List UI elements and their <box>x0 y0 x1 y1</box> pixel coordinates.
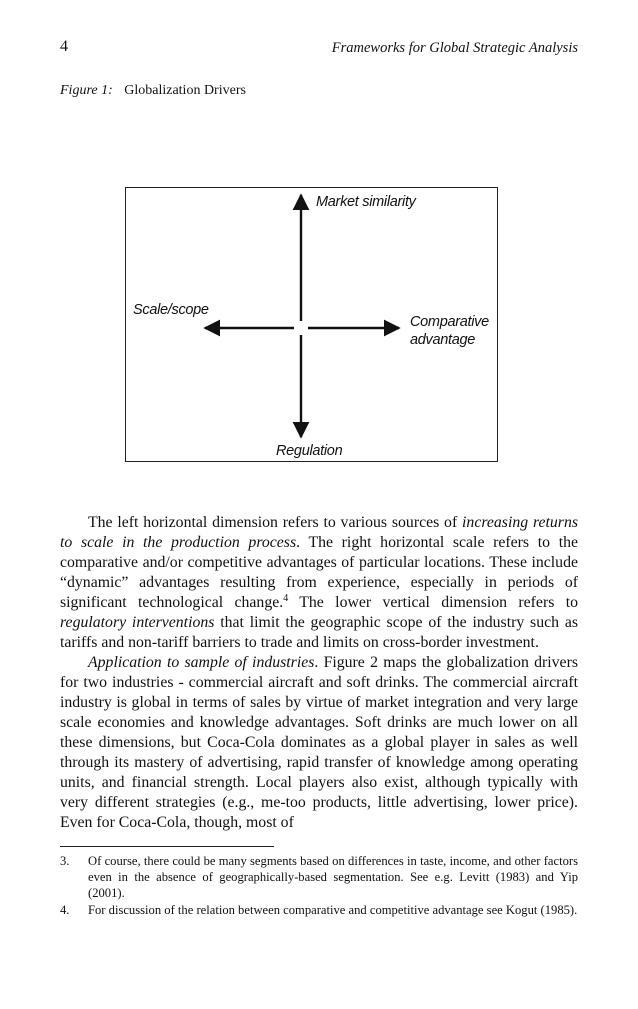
body-text <box>60 513 578 833</box>
paragraph-2: Application to sample of industries. Figure 2 maps the globalization drivers for two industries - commercial aircraft and soft drinks. The commercial aircraft industry is global in terms of sales by virtue of market integration and very large scale economies and knowledge advantages. Soft drinks are much lower on all these dimensions, but Coca-Cola dominates as a global player in sales as well through its mastery of advertising, rapid transfer of knowledge among operating units, and financial strength. Local players also exist, although typically with very different strategies (e.g., me-too products, little advertising, lower price). Even for Coca-Cola, though, most of <box>60 654 578 831</box>
footnote-ref-4[interactable]: 4 <box>283 593 289 604</box>
footnotes <box>60 853 578 919</box>
label-advantage: advantage <box>410 332 476 348</box>
figure-label: Figure 1: <box>60 83 113 98</box>
page-number: 4 <box>60 38 68 55</box>
figure-diagram <box>125 187 498 462</box>
footnote-3 <box>60 853 578 901</box>
figure-caption <box>60 83 246 99</box>
footnote-text: Of course, there could be many segments based on differences in taste, income, and other factors even in the absence of geographically-based segmentation. See e.g. Levitt (1983) and Yip (2001). <box>88 854 578 900</box>
footnote-text: For discussion of the relation between comparative and competitive advantage see Kogut (1985). <box>88 903 578 917</box>
label-comparative: Comparative <box>410 314 489 330</box>
label-regulation: Regulation <box>276 443 343 459</box>
label-market-similarity: Market similarity <box>316 194 416 210</box>
footnote-4 <box>60 902 578 918</box>
figure-title: Globalization Drivers <box>124 83 246 98</box>
footnote-rule <box>60 846 274 847</box>
label-scale-scope: Scale/scope <box>133 302 209 318</box>
footnote-number: 3. <box>60 854 70 868</box>
footnote-number: 4. <box>60 903 70 917</box>
paragraph-1: The left horizontal dimension refers to various sources of increasing returns to scale in the production process. The right horizontal scale refers to the comparative and/or competitive advantages of particular locations. These include “dynamic” advantages resulting from experience, especially in periods of significant technological change.$^4$ The lower vertical dimension refers to regulatory interventions that limit the geographic scope of the industry such as tariffs and non-tariff barriers to trade and limits on cross-border investment. <box>60 514 579 651</box>
running-head: Frameworks for Global Strategic Analysis <box>331 40 578 56</box>
